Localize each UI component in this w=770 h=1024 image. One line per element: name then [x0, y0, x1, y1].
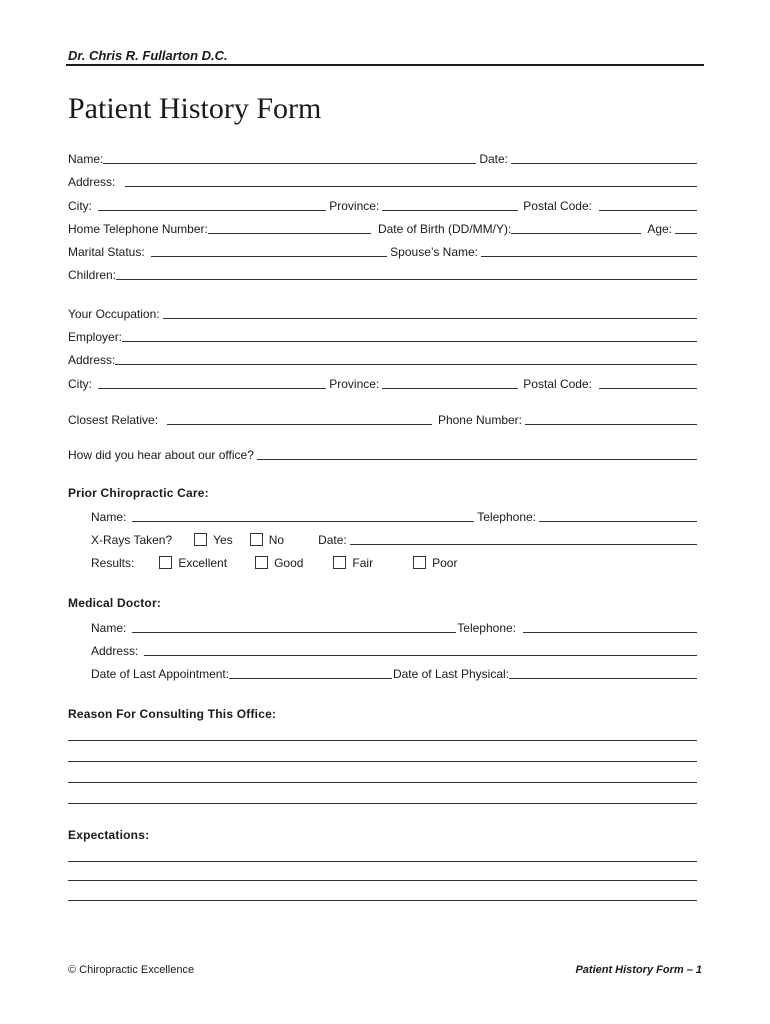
- dob-field[interactable]: [511, 222, 641, 234]
- row-marital: [68, 243, 697, 259]
- xrays-label: X-Rays Taken?: [91, 533, 173, 547]
- row-md-address: [91, 642, 697, 658]
- xrays-no-checkbox[interactable]: [250, 533, 263, 546]
- hear-about-field[interactable]: [257, 448, 697, 460]
- result-excellent-label: Excellent: [178, 556, 228, 570]
- address-label: Address:: [68, 175, 116, 189]
- row-address: [68, 173, 697, 189]
- results-label: Results:: [91, 556, 135, 570]
- xrays-date-field[interactable]: [350, 533, 697, 545]
- footer-page-label: Patient History Form – 1: [575, 964, 702, 976]
- relative-phone-label: Phone Number:: [437, 413, 522, 427]
- province-label: Province:: [329, 199, 380, 213]
- row-md-dates: [91, 665, 697, 681]
- hear-about-label: How did you hear about our office?: [68, 448, 254, 462]
- last-appt-label: Date of Last Appointment:: [91, 667, 230, 681]
- name-label: Name:: [68, 152, 104, 166]
- md-telephone-label: Telephone:: [457, 621, 516, 635]
- occupation-label: Your Occupation:: [68, 307, 160, 321]
- age-field[interactable]: [675, 222, 697, 234]
- employer-field[interactable]: [122, 330, 697, 342]
- date-label: Date:: [479, 152, 508, 166]
- row-relative: [68, 411, 697, 427]
- row-hear-about: [68, 446, 697, 462]
- reason-line-2[interactable]: [68, 761, 697, 762]
- expectations-heading: Expectations:: [68, 828, 150, 842]
- result-poor-checkbox[interactable]: [413, 556, 426, 569]
- md-name-field[interactable]: [132, 621, 456, 633]
- reason-line-3[interactable]: [68, 782, 697, 783]
- marital-label: Marital Status:: [68, 245, 145, 259]
- row-occupation: [68, 305, 697, 321]
- prior-care-heading: Prior Chiropractic Care:: [68, 486, 209, 500]
- md-name-label: Name:: [91, 621, 127, 635]
- xrays-yes-label: Yes: [213, 533, 233, 547]
- expectations-line-3[interactable]: [68, 900, 697, 901]
- relative-phone-field[interactable]: [525, 413, 697, 425]
- reason-line-4[interactable]: [68, 803, 697, 804]
- postal-code-field[interactable]: [599, 199, 697, 211]
- children-label: Children:: [68, 268, 117, 282]
- result-poor-label: Poor: [432, 556, 458, 570]
- row-employer: [68, 328, 697, 344]
- dob-label: Date of Birth (DD/MM/Y):: [377, 222, 512, 236]
- home-phone-field[interactable]: [208, 222, 371, 234]
- result-fair-label: Fair: [352, 556, 374, 570]
- date-field[interactable]: [511, 152, 697, 164]
- prior-name-field[interactable]: [132, 510, 474, 522]
- home-phone-label: Home Telephone Number:: [68, 222, 208, 236]
- prior-name-label: Name:: [91, 510, 127, 524]
- result-fair-checkbox[interactable]: [333, 556, 346, 569]
- spouse-label: Spouse’s Name:: [390, 245, 478, 259]
- children-field[interactable]: [116, 268, 697, 280]
- last-appt-field[interactable]: [229, 667, 392, 679]
- result-good-checkbox[interactable]: [255, 556, 268, 569]
- reason-heading: Reason For Consulting This Office:: [68, 707, 277, 721]
- medical-doctor-heading: Medical Doctor:: [68, 596, 162, 610]
- xrays-date-label: Date:: [318, 533, 347, 547]
- employer-label: Employer:: [68, 330, 123, 344]
- prior-telephone-field[interactable]: [539, 510, 697, 522]
- md-telephone-field[interactable]: [523, 621, 697, 633]
- row-results: [91, 554, 697, 570]
- row-employer-address: [68, 351, 697, 367]
- employer-province-label: Province:: [329, 377, 380, 391]
- city-label: City:: [68, 199, 92, 213]
- prior-telephone-label: Telephone:: [477, 510, 536, 524]
- expectations-line-1[interactable]: [68, 861, 697, 862]
- occupation-field[interactable]: [163, 307, 697, 319]
- employer-address-label: Address:: [68, 353, 116, 367]
- row-employer-city: [68, 375, 697, 391]
- row-name-date: [68, 150, 697, 166]
- spouse-field[interactable]: [481, 245, 697, 257]
- marital-field[interactable]: [151, 245, 387, 257]
- name-field[interactable]: [103, 152, 476, 164]
- reason-line-1[interactable]: [68, 740, 697, 741]
- relative-label: Closest Relative:: [68, 413, 159, 427]
- row-children: [68, 266, 697, 282]
- md-address-field[interactable]: [144, 644, 697, 656]
- relative-field[interactable]: [167, 413, 432, 425]
- employer-province-field[interactable]: [382, 377, 518, 389]
- employer-postal-field[interactable]: [599, 377, 697, 389]
- header-rule: [66, 64, 704, 66]
- province-field[interactable]: [382, 199, 518, 211]
- postal-code-label: Postal Code:: [523, 199, 592, 213]
- address-field[interactable]: [125, 175, 697, 187]
- result-excellent-checkbox[interactable]: [159, 556, 172, 569]
- age-label: Age:: [647, 222, 672, 236]
- row-prior-name: [91, 508, 697, 524]
- page-title: Patient History Form: [68, 92, 322, 125]
- footer-copyright: © Chiropractic Excellence: [68, 964, 195, 976]
- md-address-label: Address:: [91, 644, 139, 658]
- last-physical-label: Date of Last Physical:: [392, 667, 509, 681]
- employer-address-field[interactable]: [115, 353, 697, 365]
- employer-postal-label: Postal Code:: [523, 377, 592, 391]
- city-field[interactable]: [98, 199, 326, 211]
- expectations-line-2[interactable]: [68, 880, 697, 881]
- row-phone-dob: [68, 220, 697, 236]
- last-physical-field[interactable]: [509, 667, 697, 679]
- row-xrays: [91, 531, 697, 547]
- employer-city-field[interactable]: [98, 377, 326, 389]
- employer-city-label: City:: [68, 377, 92, 391]
- doctor-header: Dr. Chris R. Fullarton D.C.: [68, 48, 228, 63]
- xrays-no-label: No: [268, 533, 285, 547]
- result-good-label: Good: [274, 556, 304, 570]
- row-city: [68, 197, 697, 213]
- row-md-name: [91, 619, 697, 635]
- xrays-yes-checkbox[interactable]: [194, 533, 207, 546]
